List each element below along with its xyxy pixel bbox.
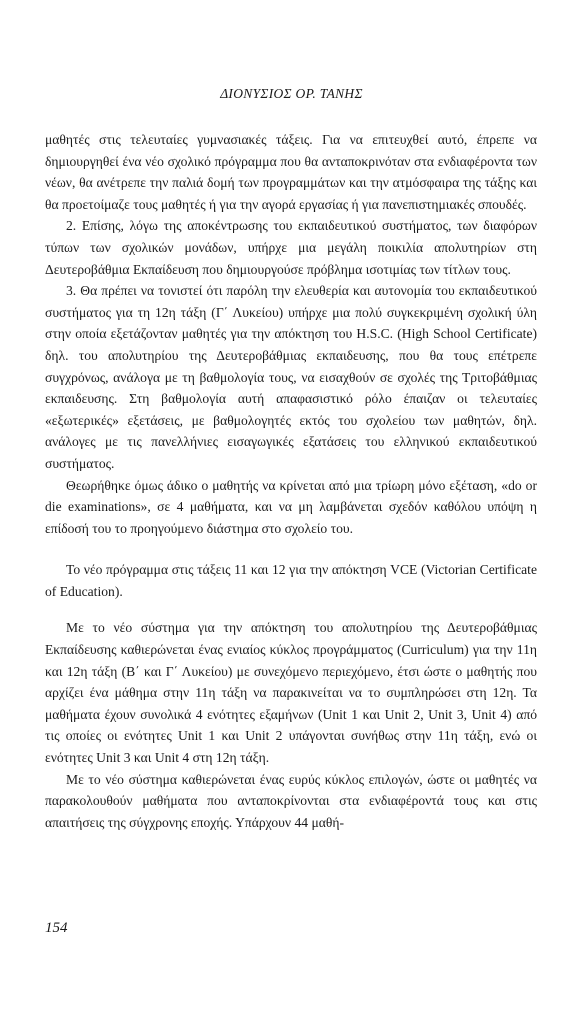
body-text xyxy=(45,129,537,833)
section-heading-vce: Το νέο πρόγραμμα στις τάξεις 11 και 12 για την απόκτηση VCE (Victorian Certificate of Education). xyxy=(45,562,537,599)
section-gap xyxy=(45,602,537,617)
section-gap xyxy=(45,539,537,559)
running-head: ΔΙΟΝΥΣΙΟΣ ΟΡ. ΤΑΝΗΣ xyxy=(220,86,363,101)
paragraph-point-3: 3. Θα πρέπει να τονιστεί ότι παρόλη την ελευθερία και αυτονομία του εκπαιδευτικού συστήματος για τη 12η τάξη (Γ΄ Λυκείου) υπήρχε μια πολύ συγκεκριμένη σχολική ύλη στην οποία εξετάζονταν μαθητές για την απόκτηση του H.S.C. (High School Certificate) δηλ. του απολυτηρίου της Δευτεροβάθμιας εκπαιδευσης, που θα τους επέτρεπε συγχρόνως, ανάλογα με τη βαθμολογία τους, να εισαχθούν σε σχολές της Τριτοβάθμιας εκπαιδευσης. Στη βαθμολογία αυτή απαφασιστικό ρόλο έπαιζαν οι τελευταίες «εξωτερικές» εξετάσεις, με βαθμολογητές εκτός του σχολείου των μαθητών, δηλ. ανάλογες με τις πανελλήνιες εισαγωγικές εξατάσεις του ελληνικού εκπαιδευτικού συστήματος. xyxy=(45,283,537,471)
paragraph-options: Με το νέο σύστημα καθιερώνεται ένας ευρύς κύκλος επιλογών, ώστε οι μαθητές να παρακολουθούν μαθήματα που ανταποκρίνονται στα ενδιαφέροντά τους και στις απαιτήσεις της σύγχρονης εποχής. Υπάρχουν 44 μαθή- xyxy=(45,771,537,830)
paragraph-continuation: μαθητές στις τελευταίες γυμνασιακές τάξεις. Για να επιτευχθεί αυτό, έπρεπε να δημιουργηθεί ένα νέο σχολικό πρόγραμμα που θα ανταποκρινόταν στα ενδιαφέροντα των νέων, θα ανέτρεπε την παλιά δομή των προγραμμάτων και την ατμόσφαιρα της τάξης και θα προετοίμαζε τους μαθητές ή για την αγορά εργασίας ή για πανεπιστημιακές σπουδές. xyxy=(45,132,537,212)
page-number: 154 xyxy=(45,920,68,936)
paragraph-point-2: 2. Επίσης, λόγω της αποκέντρωσης του εκπαιδευτικού συστήματος, των διαφόρων τύπων των σχολικών μονάδων, υπήρχε μια μεγάλη ποικιλία απολυτηρίων στη Δευτεροβάθμια Εκπαίδευση που δημιουργούσε πρόβλημα ισοτιμίας των τίτλων τους. xyxy=(45,218,537,277)
paragraph-new-system: Με το νέο σύστημα για την απόκτηση του απολυτηρίου της Δευτεροβάθμιας Εκπαίδευσης καθιερώνεται ένας ενιαίος κύκλος προγράμματος (Curriculum) για την 11η και 12η τάξη (Β΄ και Γ΄ Λυκείου) με συνεχόμενο περιεχόμενο, έτσι ώστε ο μαθητής που αρχίζει ένα μάθημα στην 11η τάξη να παρακινείται να το συμπληρώσει στη 12η. Τα μαθήματα έχουν συνολικά 4 ενότητες εξαμήνων (Unit 1 και Unit 2, Unit 3, Unit 4) από τις οποίες οι ενότητες Unit 1 και Unit 2 υπάγονται συνήθως στην 11η τάξη, ενώ οι ενότητες Unit 3 και Unit 4 στη 12η τάξη. xyxy=(45,620,537,766)
paragraph-exam-critique: Θεωρήθηκε όμως άδικο ο μαθητής να κρίνεται από μια τρίωρη μόνο εξέταση, «do or die examinations», σε 4 μαθήματα, και να μη λαμβάνεται σχεδόν καθόλου υπόψη η επίδοσή του το προηγούμενο διάστημα στο σχολείο του. xyxy=(45,477,537,536)
